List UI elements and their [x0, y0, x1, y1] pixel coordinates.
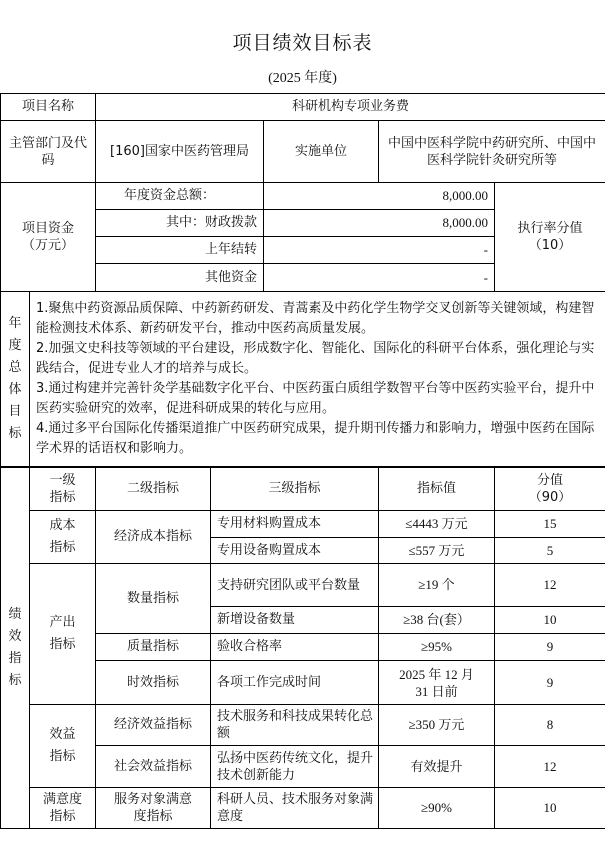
- project-info-table: [0, 93, 605, 467]
- funds-other-value: -: [264, 264, 495, 292]
- indicator-score: 10: [495, 788, 605, 829]
- project-name-value: 科研机构专项业务费: [96, 94, 605, 121]
- funds-label: 项目资金（万元）: [1, 183, 96, 292]
- indicator-score: 12: [495, 564, 605, 607]
- indicator-target: ≥95%: [379, 634, 495, 661]
- indicator-score: 9: [495, 634, 605, 661]
- funds-carryover-value: -: [264, 237, 495, 264]
- indicator-name: 各项工作完成时间: [211, 661, 379, 705]
- indicator-name: 验收合格率: [211, 634, 379, 661]
- performance-indicators-table: [0, 467, 605, 829]
- level2-quantity: 数量指标: [96, 564, 211, 634]
- level2-quality: 质量指标: [96, 634, 211, 661]
- page-subtitle: (2025 年度): [268, 71, 337, 86]
- level2-econ-benefit: 经济效益指标: [96, 705, 211, 746]
- annual-goals-label: [1, 292, 30, 467]
- header-level1: 一级指标: [30, 468, 96, 511]
- funds-carryover-label: 上年结转: [96, 237, 264, 264]
- funds-other-label: 其他资金: [96, 264, 264, 292]
- funds-fiscal-label: 其中：财政拨款: [96, 210, 264, 237]
- indicator-target: ≤4443 万元: [379, 511, 495, 538]
- header-score: 分值（90）: [495, 468, 605, 511]
- funds-total-label: 年度资金总额：: [96, 183, 264, 210]
- department-label: 主管部门及代码: [1, 121, 96, 183]
- indicator-name: 弘扬中医药传统文化，提升技术创新能力: [211, 746, 379, 788]
- indicator-score: 12: [495, 746, 605, 788]
- level2-service-satisfaction: 服务对象满意度指标: [96, 788, 211, 829]
- indicator-score: 5: [495, 538, 605, 564]
- indicator-name: 支持研究团队或平台数量: [211, 564, 379, 607]
- indicator-name: 专用设备购置成本: [211, 538, 379, 564]
- level2-social-benefit: 社会效益指标: [96, 746, 211, 788]
- indicator-score: 8: [495, 705, 605, 746]
- goal-item: 3.通过构建并完善针灸学基础数字化平台、中医药蛋白质组学数智平台等中医药实验平台，提升中医药实验研究的效率，促进科研成果的转化与应用。: [36, 381, 595, 416]
- group-cost: 成本指标: [30, 511, 96, 564]
- indicator-target: ≥19 个: [379, 564, 495, 607]
- project-name-label: 项目名称: [1, 94, 96, 121]
- page-title: 项目绩效目标表: [232, 32, 373, 54]
- annual-goals-content: [30, 292, 605, 467]
- indicator-target: ≥350 万元: [379, 705, 495, 746]
- header-level3: 三级指标: [211, 468, 379, 511]
- execution-rate-score: 执行率分值（10）: [495, 183, 605, 292]
- indicator-target: 有效提升: [379, 746, 495, 788]
- group-satisfaction: 满意度指标: [30, 788, 96, 829]
- header-level2: 二级指标: [96, 468, 211, 511]
- performance-indicators-label: [1, 468, 30, 829]
- implementing-unit-label: 实施单位: [264, 121, 379, 183]
- indicator-target: ≥38 台(套）: [379, 607, 495, 634]
- indicator-score: 15: [495, 511, 605, 538]
- goal-item: 1.聚焦中药资源品质保障、中药新药研发、青蒿素及中药化学生物学交叉创新等关键领域，构建智能检测技术体系、新药研发平台，推动中医药高质量发展。: [36, 301, 595, 336]
- funds-fiscal-value: 8,000.00: [264, 210, 495, 237]
- indicator-target: ≤557 万元: [379, 538, 495, 564]
- goal-item: 2.加强文史科技等领域的平台建设，形成数字化、智能化、国际化的科研平台体系，强化理论与实践结合，促进专业人才的培养与成长。: [36, 341, 595, 376]
- department-value: [160]国家中医药管理局: [96, 121, 264, 183]
- funds-total-value: 8,000.00: [264, 183, 495, 210]
- group-benefit: 效益指标: [30, 705, 96, 788]
- level2-timeliness: 时效指标: [96, 661, 211, 705]
- indicator-name: 科研人员、技术服务对象满意度: [211, 788, 379, 829]
- level2-econ-cost: 经济成本指标: [96, 511, 211, 564]
- group-output: 产出指标: [30, 564, 96, 705]
- indicator-name: 专用材料购置成本: [211, 511, 379, 538]
- indicator-score: 9: [495, 661, 605, 705]
- indicator-target: 2025 年 12 月 31 日前: [379, 661, 495, 705]
- indicator-score: 10: [495, 607, 605, 634]
- performance-indicators-label-text: 绩效指标: [8, 607, 22, 688]
- indicator-name: 新增设备数量: [211, 607, 379, 634]
- header-target: 指标值: [379, 468, 495, 511]
- implementing-unit-value: 中国中医科学院中药研究所、中国中医科学院针灸研究所等: [379, 121, 605, 183]
- indicator-name: 技术服务和科技成果转化总额: [211, 705, 379, 746]
- indicator-target: ≥90%: [379, 788, 495, 829]
- annual-goals-label-text: 年度总体目标: [8, 316, 22, 441]
- goal-item: 4.通过多平台国际化传播渠道推广中医药研究成果，提升期刊传播力和影响力，增强中医药在国际学术界的话语权和影响力。: [36, 421, 595, 456]
